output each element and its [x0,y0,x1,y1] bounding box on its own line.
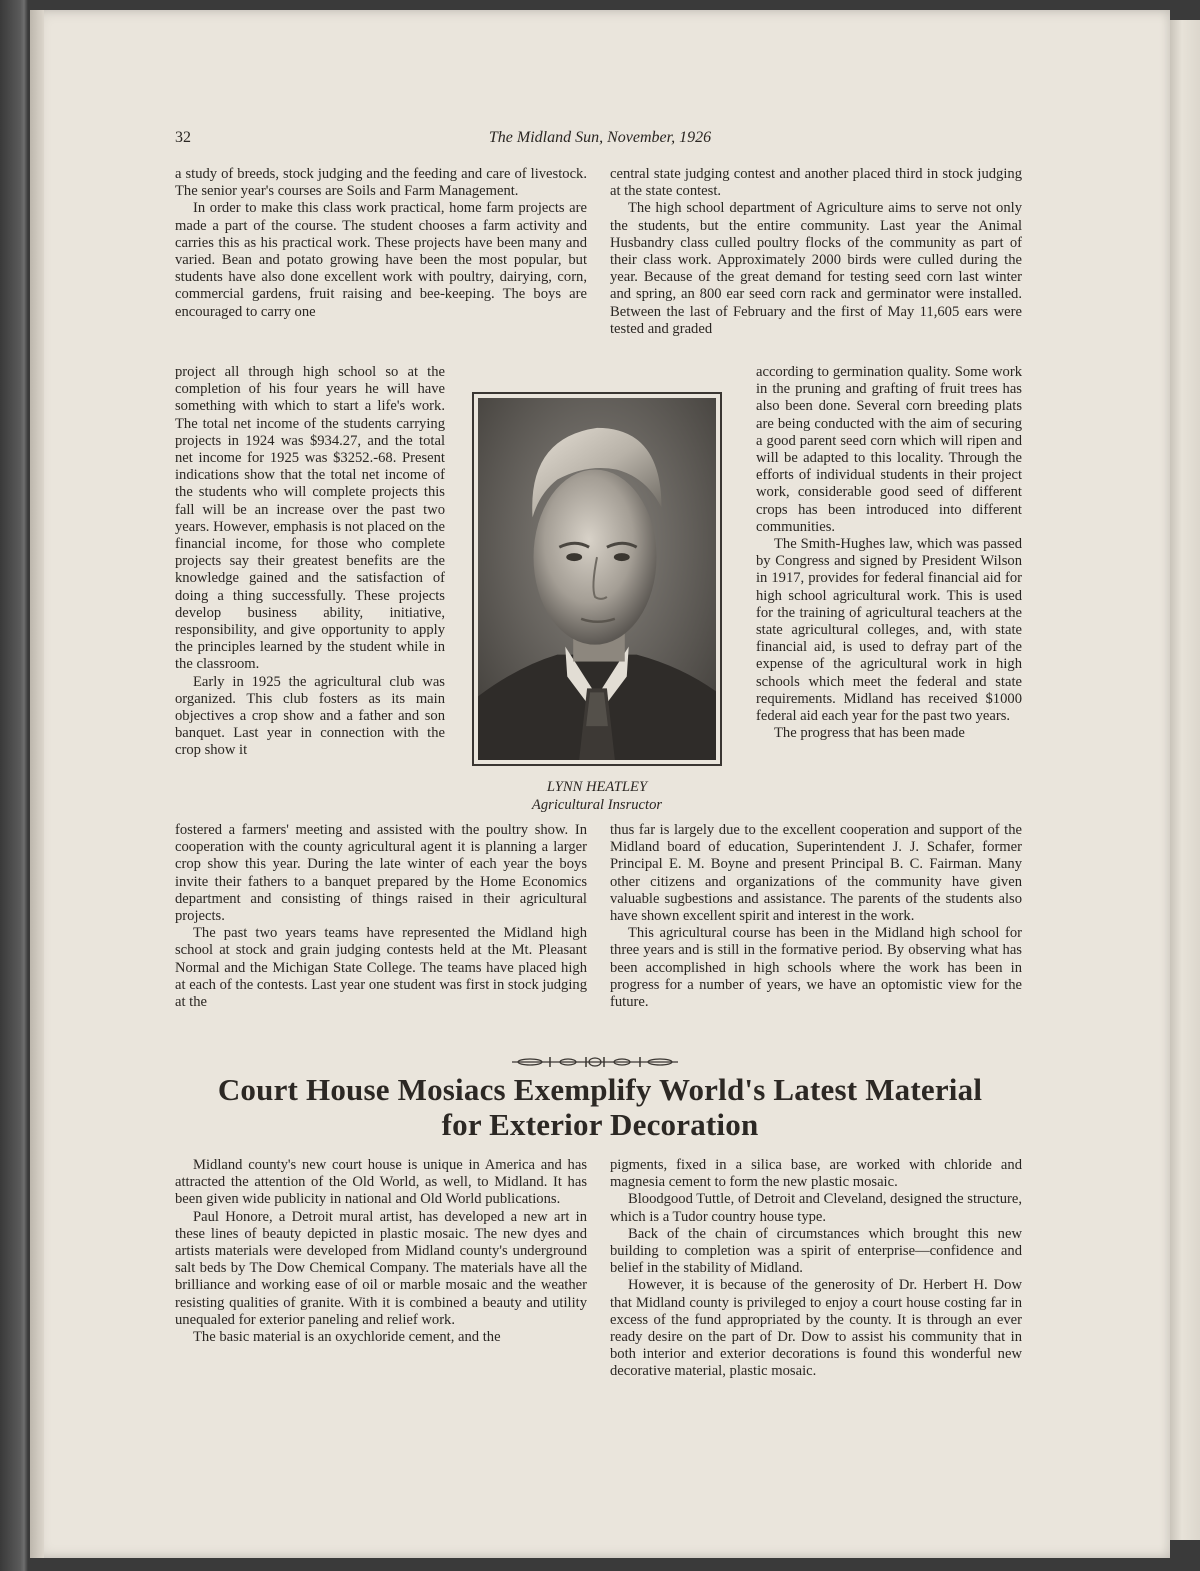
paragraph: Paul Honore, a Detroit mural artist, has developed a new art in these lines of beauty depicted in plastic mosaic. The new dyes and artists materials were developed from Midland county's underground salt beds by The Dow Chemical Company. The materials have all the brilliance and working ease of oil or marble mosaic and the weather resisting qualities of granite. With it is combined a beauty and utility unequaled for exterior paneling and relief work. [175,1208,587,1328]
paragraph: Early in 1925 the agricultural club was organized. This club fosters as its main objectives a crop show and a father and son banquet. Last year in connection with the crop show it [175,673,445,759]
courthouse-right-column [610,1157,1022,1381]
paragraph: The high school department of Agriculture aims to serve not only the students, but the entire community. Last year the Animal Husbandry class culled poultry flocks of the community as part of their class work. Approximately 2000 birds were culled during the year. Because of the great demand for testing seed corn last winter and spring, an 800 ear seed corn rack and germinator were installed. Between the last of February and the first of May 11,605 ears were tested and graded [610,200,1022,337]
paragraph: The past two years teams have represented the Midland high school at stock and grain judging contests held at the Mt. Pleasant Normal and the Michigan State College. The teams have placed high at each of the contests. Last year one student was first in stock judging at the [175,925,587,1011]
page-number: 32 [175,129,191,146]
article-headline [150,1072,1050,1142]
headline-line-1: Court House Mosiacs Exemplify World's Latest Material [217,1072,983,1107]
paragraph: The Smith-Hughes law, which was passed by Congress and signed by President Wilson in 1917, provides for federal financial aid for high school agricultural work. This is used for the training of agricultural teachers at the state agricultural colleges, and, with state financial aid, is used to defray part of the expense of the agricultural work in high schools which meet the federal and state requirements. Midland has received $1000 federal aid each year for the past two years. [756,536,1022,725]
caption-name: LYNN HEATLEY [546,779,648,795]
paragraph: Midland county's new court house is unique in America and has attracted the attention of the Old World, as well, to Midland. It has been given wide publicity in national and Old World publications. [175,1157,587,1208]
paragraph: fostered a farmers' meeting and assisted with the poultry show. In cooperation with the county agricultural agent it is planning a larger crop show this year. During the late winter of each year the boys invite their fathers to a banquet prepared by the Home Economics department and consisting of things raised in their agricultural projects. [175,822,587,925]
paragraph: a study of breeds, stock judging and the feeding and care of livestock. The senior year's courses are Soils and Farm Management. [175,166,587,200]
agri-right-top-column [610,166,1022,338]
journal-title: The Midland Sun, November, 1926 [488,129,712,146]
paragraph: However, it is because of the generosity of Dr. Herbert H. Dow that Midland county is privileged to enjoy a court house costing far in excess of the fund appropriated by the county. It is through an ever ready desire on the part of Dr. Dow to assist his community that in both interior and exterior decorations is found this wonderful new decorative material, plastic mosaic. [610,1277,1022,1380]
agri-right-bottom-column [610,822,1022,1011]
paragraph: The progress that has been made [774,725,965,742]
paragraph: thus far is largely due to the excellent cooperation and support of the Midland board of education, Superintendent J. J. Schafer, former Principal E. M. Boyne and present Principal B. C. Fairman. Many other citizens and organizations of the community have given valuable sugbestions and assistance. The parents of the students also have shown excellent spirit and interest in the work. [610,822,1022,925]
agri-left-bottom-column [175,822,587,1011]
ornament-divider [510,1055,680,1069]
next-page-edge [1170,20,1200,1540]
paragraph: This agricultural course has been in the Midland high school for three years and is still in the formative period. By observing what has been accomplished in high schools where the work has been in progress for a number of years, we have an optomistic view for the future. [610,925,1022,1011]
paragraph: In order to make this class work practical, home farm projects are made a part of the course. The student chooses a farm activity and carries this as his practical work. These projects have been many and varied. Bean and potato growing have been the most popular, but students have also done excellent work with poultry, dairying, corn, commercial gardens, fruit raising and bee-keeping. The boys are encouraged to carry one [175,200,587,320]
running-head [0,129,1200,151]
paragraph: central state judging contest and another placed third in stock judging at the state contest. [610,166,1022,200]
headline-line-2: for Exterior Decoration [441,1107,759,1142]
paragraph: pigments, fixed in a silica base, are worked with chloride and magnesia cement to form the new plastic mosaic. [610,1157,1022,1191]
portrait-image [478,398,716,760]
agri-right-narrow-column [756,364,1022,742]
paragraph: The basic material is an oxychloride cement, and the [193,1329,501,1346]
caption-title: Agricultural Insructor [531,797,663,813]
portrait-caption [472,778,722,814]
portrait-photo [472,392,722,766]
paragraph: according to germination quality. Some work in the pruning and grafting of fruit trees has also been done. Several corn breeding plats are being conducted with the aim of securing a good parent seed corn which will ripen and will be adapted to this locality. Through the efforts of individual students in their project work, considerable good seed of different crops has been introduced into different communities. [756,364,1022,535]
courthouse-left-column [175,1157,587,1346]
paragraph: project all through high school so at the completion of his four years he will have something with which to start a life's work. The total net income of the students carrying projects in 1924 was $934.27, and the total net income for 1925 was $3252.-68. Present indications show that the total net income of the students who will complete projects this fall will be an increase over the past two years. However, emphasis is not placed on the financial income, for those who complete projects say their greatest benefits are the knowledge gained and the satisfaction of doing a thing successfully. These projects develop business ability, initiative, responsibility, and give opportunity to apply the principles learned by the student while in the classroom. [175,364,445,673]
paragraph: Back of the chain of circumstances which brought this new building to completion was a spirit of enterprise—confidence and belief in the stability of Midland. [610,1225,1022,1277]
agri-left-narrow-column [175,364,445,760]
page-gutter [30,10,44,1558]
paragraph: Bloodgood Tuttle, of Detroit and Cleveland, designed the structure, which is a Tudor country house type. [610,1191,1022,1225]
agri-left-top-column [175,166,587,321]
